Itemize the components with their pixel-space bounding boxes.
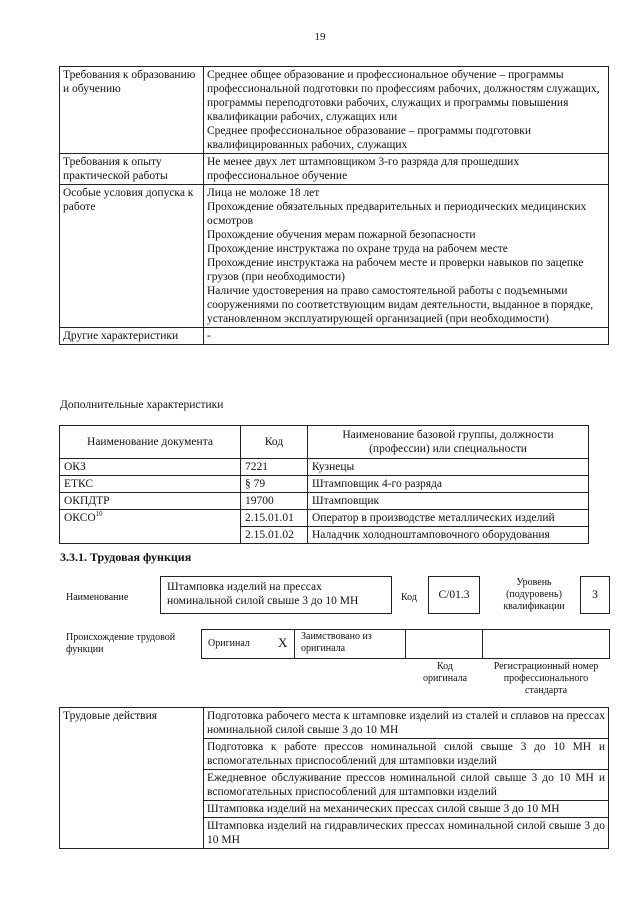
row-line: Среднее общее образование и профессиональное обучение – программы профессиональной подготовки по профессиям рабочих, должностям служащих, программы переподготовки рабочих, служащих и программы повышения квалификации рабочих, служащих или <box>207 69 600 123</box>
cell-name: Оператор в производстве металлических изделий <box>308 510 589 527</box>
row-line: Лица не моложе 18 лет <box>207 187 320 199</box>
row-line: Прохождение обязательных предварительных и периодических медицинских осмотров <box>207 201 587 227</box>
code-label: Код <box>401 592 417 603</box>
cell-code: 2.15.01.01 <box>241 510 308 527</box>
reg-number-label: Регистрационный номер профессионального стандарта <box>493 661 599 696</box>
cell-doc: ОКПДТР <box>60 493 241 510</box>
origin-label: Происхождение трудовой функции <box>66 632 176 655</box>
cell-code: 2.15.01.02 <box>241 527 308 544</box>
function-name-box <box>160 576 392 614</box>
row-label: Требования к опыту практической работы <box>60 154 204 185</box>
actions-table <box>59 707 609 849</box>
table-row <box>60 459 589 476</box>
code-box <box>428 576 480 614</box>
table-row <box>60 493 589 510</box>
level-box <box>580 576 610 614</box>
table-row <box>60 476 589 493</box>
row-line: Прохождение обучения мерам пожарной безопасности <box>207 229 476 241</box>
row-line: - <box>207 330 211 342</box>
cell-doc-text: ОКСО <box>64 512 96 524</box>
row-line: Среднее профессиональное образование – программы подготовки квалифицированных рабочих, служащих <box>207 125 532 151</box>
table-row <box>60 154 609 185</box>
row-value <box>204 185 609 328</box>
row-value <box>204 154 609 185</box>
additional-table <box>59 425 589 544</box>
cell-name: Кузнецы <box>308 459 589 476</box>
row-line: Наличие удостоверения на право самостоятельной работы с подъемными сооружениями по соответствующим видам деятельности, выданное в порядке, установленном эксплуатирующей организацией (при необходимости) <box>207 285 594 325</box>
footnote-mark: 10 <box>95 510 103 519</box>
cell-name: Наладчик холодноштамповочного оборудования <box>308 527 589 544</box>
origin-borrowed-cell <box>294 629 406 659</box>
action-item: Штамповка изделий на гидравлических прессах номинальной силой свыше 3 до 10 МН <box>204 818 609 849</box>
header-doc: Наименование документа <box>60 426 241 459</box>
origin-original-cell <box>201 629 295 659</box>
original-mark: X <box>278 635 288 650</box>
cell-name: Штамповщик 4-го разряда <box>308 476 589 493</box>
action-item: Подготовка рабочего места к штамповке изделий из сталей и сплавов на прессах номинальной силой свыше 3 до 10 МН <box>204 708 609 739</box>
table-row <box>60 185 609 328</box>
header-name: Наименование базовой группы, должности (профессии) или специальности <box>308 426 589 459</box>
row-label: Требования к образованию и обучению <box>60 67 204 154</box>
function-name: Штамповка изделий на прессах номинальной силой свыше 3 до 10 МН <box>167 581 359 607</box>
cell-doc <box>60 510 241 544</box>
row-line: Прохождение инструктажа по охране труда на рабочем месте <box>207 243 508 255</box>
cell-code: § 79 <box>241 476 308 493</box>
row-value <box>204 67 609 154</box>
header-code: Код <box>241 426 308 459</box>
cell-code: 19700 <box>241 493 308 510</box>
page-number: 19 <box>314 31 326 43</box>
table-row <box>60 67 609 154</box>
table-row <box>60 328 609 345</box>
function-heading: 3.3.1. Трудовая функция <box>60 550 192 564</box>
cell-doc: ЕТКС <box>60 476 241 493</box>
level-value: 3 <box>592 589 598 601</box>
cell-doc: ОКЗ <box>60 459 241 476</box>
name-label: Наименование <box>66 592 129 603</box>
code-original-label: Код оригинала <box>422 661 468 684</box>
original-label: Оригинал <box>208 638 250 649</box>
table-row <box>60 708 609 739</box>
action-item: Ежедневное обслуживание прессов номинальной силой свыше 3 до 10 МН и вспомогательных приспособлений для штамповки изделий <box>204 770 609 801</box>
origin-reg-cell <box>482 629 610 659</box>
origin-code-cell <box>405 629 483 659</box>
row-label: Особые условия допуска к работе <box>60 185 204 328</box>
borrowed-label: Заимствовано из оригинала <box>301 631 372 654</box>
action-item: Штамповка изделий на механических прессах силой свыше 3 до 10 МН <box>204 801 609 818</box>
row-line: Не менее двух лет штамповщиком 3-го разряда для прошедших профессиональное обучение <box>207 156 520 182</box>
cell-code: 7221 <box>241 459 308 476</box>
row-label: Другие характеристики <box>60 328 204 345</box>
row-value <box>204 328 609 345</box>
table-row <box>60 510 589 527</box>
row-line: Прохождение инструктажа на рабочем месте и проверки навыков по зацепке грузов (при необходимости) <box>207 257 584 283</box>
table-header-row <box>60 426 589 459</box>
code-value: C/01.3 <box>438 589 470 601</box>
additional-heading: Дополнительные характеристики <box>60 399 224 411</box>
requirements-table <box>59 66 609 345</box>
actions-label: Трудовые действия <box>60 708 204 849</box>
action-item: Подготовка к работе прессов номинальной силой свыше 3 до 10 МН и вспомогательных приспособлений для штамповки изделий <box>204 739 609 770</box>
level-label: Уровень (подуровень) квалификации <box>503 577 565 612</box>
cell-name: Штамповщик <box>308 493 589 510</box>
